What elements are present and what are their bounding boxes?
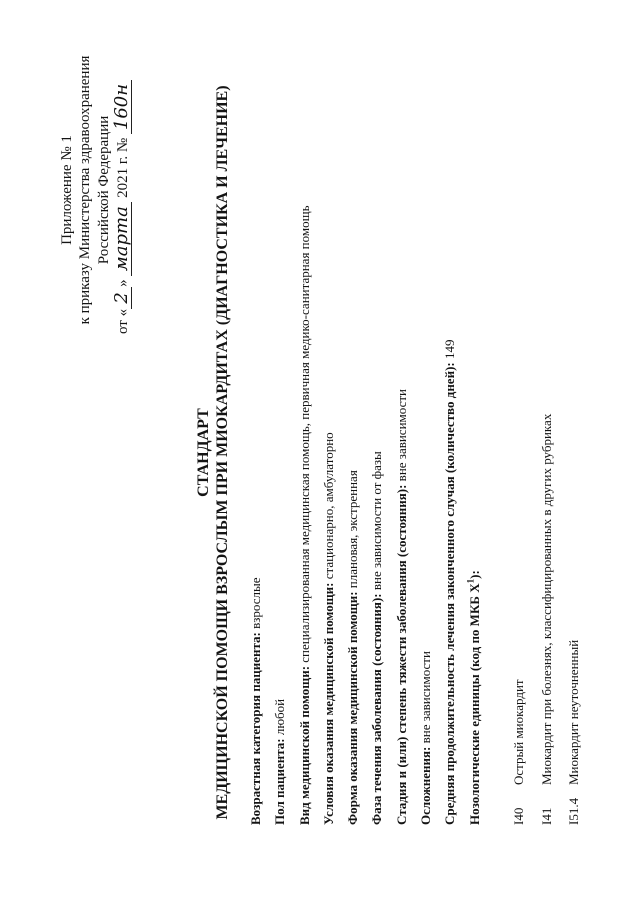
field-label: Форма оказания медицинской помощи:: [345, 591, 361, 825]
handwritten-order-number: 160н: [113, 80, 132, 134]
field-value: специализированная медицинская помощь, первичная медико-санитарная помощь: [296, 205, 312, 663]
standard-fields: [244, 35, 487, 825]
field-label: Пол пациента:: [272, 738, 288, 825]
field-treatment-duration: [438, 35, 462, 825]
field-care-form: [341, 35, 365, 825]
footnote-marker: 1: [465, 578, 476, 584]
field-nosology-header: [463, 35, 487, 825]
field-value: любой: [272, 698, 288, 736]
nosology-label-text: Нозологические единицы (код по МКБ X: [466, 583, 482, 825]
field-patient-sex: [268, 35, 292, 825]
field-value: вне зависимости от фазы: [369, 451, 385, 591]
appendix-order-ref: к приказу Министерства здравоохранения: [77, 55, 94, 325]
field-disease-stage: [390, 35, 414, 825]
date-prefix: от «: [114, 308, 131, 334]
field-label: Вид медицинской помощи:: [296, 665, 312, 825]
appendix-date-line: [110, 40, 132, 340]
field-label: Условия оказания медицинской помощи:: [320, 582, 336, 825]
field-label: Возрастная категория пациента:: [248, 632, 263, 825]
date-mid: »: [114, 279, 131, 287]
appendix-federation: Российской Федерации: [95, 115, 112, 265]
nosology-label: [467, 570, 482, 825]
nosology-label-end: ):: [466, 570, 482, 579]
field-label: Фаза течения заболевания (состояния):: [369, 593, 385, 825]
field-care-conditions: [317, 35, 341, 825]
icd-code: I51.4: [566, 797, 582, 825]
handwritten-day: 2: [113, 287, 132, 309]
field-complications: [414, 35, 438, 825]
field-value: 149: [442, 339, 458, 360]
code-row: [533, 35, 561, 825]
field-value: вне зависимости: [393, 389, 409, 482]
title-standard: СТАНДАРТ: [195, 408, 212, 497]
field-value: взрослые: [248, 577, 263, 629]
field-age-category: [244, 35, 268, 825]
date-year: 2021 г. №: [114, 137, 131, 198]
document-title: [194, 0, 232, 905]
appendix-block: [58, 40, 132, 340]
field-label: Осложнения:: [418, 746, 434, 825]
field-care-type: [293, 35, 317, 825]
field-label: Стадия и (или) степень тяжести заболевания (состояния):: [393, 484, 409, 825]
appendix-number: Приложение № 1: [59, 135, 75, 245]
field-value: плановая, экстренная: [345, 470, 361, 589]
handwritten-month: марта: [113, 202, 132, 276]
code-row: [505, 35, 533, 825]
field-label: Средняя продолжительность лечения законченного случая (количество дней):: [442, 362, 458, 825]
icd-code: I41: [538, 807, 554, 825]
field-value: вне зависимости: [418, 651, 434, 744]
icd-code: I40: [511, 807, 526, 825]
icd-name: Острый миокардит: [511, 679, 526, 785]
icd-name: Миокардит при болезнях, классифицированных в других рубриках: [538, 413, 554, 785]
field-disease-phase: [365, 35, 389, 825]
title-subject: МЕДИЦИНСКОЙ ПОМОЩИ ВЗРОСЛЫМ ПРИ МИОКАРДИТАХ (ДИАГНОСТИКА И ЛЕЧЕНИЕ): [214, 85, 232, 820]
icd-name: Миокардит неуточненный: [566, 639, 582, 785]
code-row: [560, 35, 588, 825]
nosology-codes: [505, 35, 588, 825]
field-value: стационарно, амбулаторно: [320, 432, 336, 580]
